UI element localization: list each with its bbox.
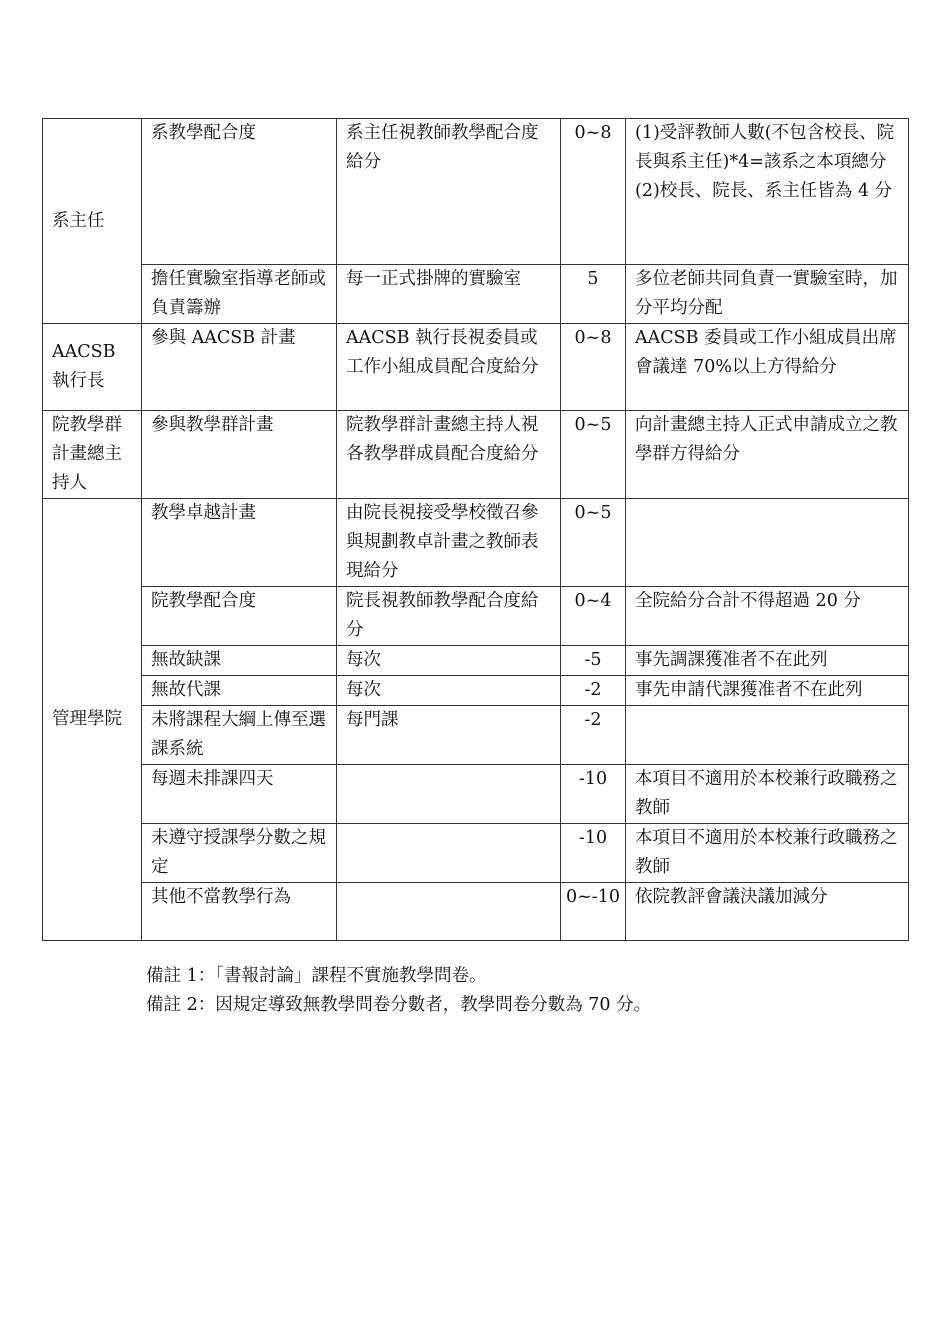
- rule-cell: 每一正式掛牌的實驗室: [337, 265, 561, 324]
- footnotes: [146, 962, 651, 1020]
- note-cell: 依院教評會議決議加減分: [626, 883, 909, 941]
- item-cell: 參與教學群計畫: [142, 411, 337, 499]
- rule-cell: AACSB 執行長視委員或工作小組成員配合度給分: [337, 324, 561, 411]
- score-cell: -10: [561, 765, 626, 824]
- table-row: [43, 265, 909, 324]
- rule-cell: 院教學群計畫總主持人視各教學群成員配合度給分: [337, 411, 561, 499]
- table-row: [43, 824, 909, 883]
- item-cell: 無故缺課: [142, 646, 337, 676]
- rule-cell: 每次: [337, 646, 561, 676]
- role-cell: 管理學院: [43, 499, 142, 941]
- note-cell: 本項目不適用於本校兼行政職務之教師: [626, 765, 909, 824]
- rule-cell: [337, 824, 561, 883]
- table-row: [43, 646, 909, 676]
- table-row: [43, 119, 909, 265]
- rule-cell: [337, 765, 561, 824]
- role-cell: 院教學群計畫總主持人: [43, 411, 142, 499]
- score-cell: 0~5: [561, 499, 626, 587]
- score-cell: -2: [561, 706, 626, 765]
- note-cell: AACSB 委員或工作小組成員出席會議達 70%以上方得給分: [626, 324, 909, 411]
- table-row: [43, 676, 909, 706]
- score-cell: 0~8: [561, 119, 626, 265]
- note-cell: 事先申請代課獲准者不在此列: [626, 676, 909, 706]
- footnote-2: 備註 2：因規定導致無教學問卷分數者，教學問卷分數為 70 分。: [146, 995, 652, 1015]
- rule-cell: 由院長視接受學校徵召參與規劃教卓計畫之教師表現給分: [337, 499, 561, 587]
- table-row: [43, 499, 909, 587]
- table-row: [43, 883, 909, 941]
- note-cell: 多位老師共同負責一實驗室時，加分平均分配: [626, 265, 909, 324]
- note-cell: (1)受評教師人數(不包含校長、院長與系主任)*4=該系之本項總分 (2)校長、院長、系主任皆為 4 分: [626, 119, 909, 265]
- footnote-1: 備註 1：「書報討論」課程不實施教學問卷。: [146, 966, 487, 986]
- rule-cell: 每次: [337, 676, 561, 706]
- rule-cell: 系主任視教師教學配合度給分: [337, 119, 561, 265]
- table-row: [43, 587, 909, 646]
- rule-cell: 院長視教師教學配合度給分: [337, 587, 561, 646]
- rule-cell: 每門課: [337, 706, 561, 765]
- score-cell: 0~-10: [561, 883, 626, 941]
- role-cell: AACSB 執行長: [43, 324, 142, 411]
- item-cell: 擔任實驗室指導老師或負責籌辦: [142, 265, 337, 324]
- item-cell: 教學卓越計畫: [142, 499, 337, 587]
- item-cell: 系教學配合度: [142, 119, 337, 265]
- note-cell: 本項目不適用於本校兼行政職務之教師: [626, 824, 909, 883]
- table-row: [43, 765, 909, 824]
- note-cell: [626, 499, 909, 587]
- note-cell: 向計畫總主持人正式申請成立之教學群方得給分: [626, 411, 909, 499]
- item-cell: 參與 AACSB 計畫: [142, 324, 337, 411]
- note-cell: 事先調課獲准者不在此列: [626, 646, 909, 676]
- item-cell: 無故代課: [142, 676, 337, 706]
- item-cell: 院教學配合度: [142, 587, 337, 646]
- item-cell: 未將課程大綱上傳至選課系統: [142, 706, 337, 765]
- item-cell: 每週未排課四天: [142, 765, 337, 824]
- score-cell: -10: [561, 824, 626, 883]
- score-cell: -2: [561, 676, 626, 706]
- table-row: [43, 324, 909, 411]
- note-cell: 全院給分合計不得超過 20 分: [626, 587, 909, 646]
- score-cell: 0~4: [561, 587, 626, 646]
- table-row: [43, 706, 909, 765]
- table-row: [43, 411, 909, 499]
- item-cell: 其他不當教學行為: [142, 883, 337, 941]
- scoring-table: [42, 118, 909, 941]
- score-cell: 5: [561, 265, 626, 324]
- score-cell: -5: [561, 646, 626, 676]
- score-cell: 0~5: [561, 411, 626, 499]
- note-cell: [626, 706, 909, 765]
- rule-cell: [337, 883, 561, 941]
- role-cell: 系主任: [43, 119, 142, 324]
- item-cell: 未遵守授課學分數之規定: [142, 824, 337, 883]
- score-cell: 0~8: [561, 324, 626, 411]
